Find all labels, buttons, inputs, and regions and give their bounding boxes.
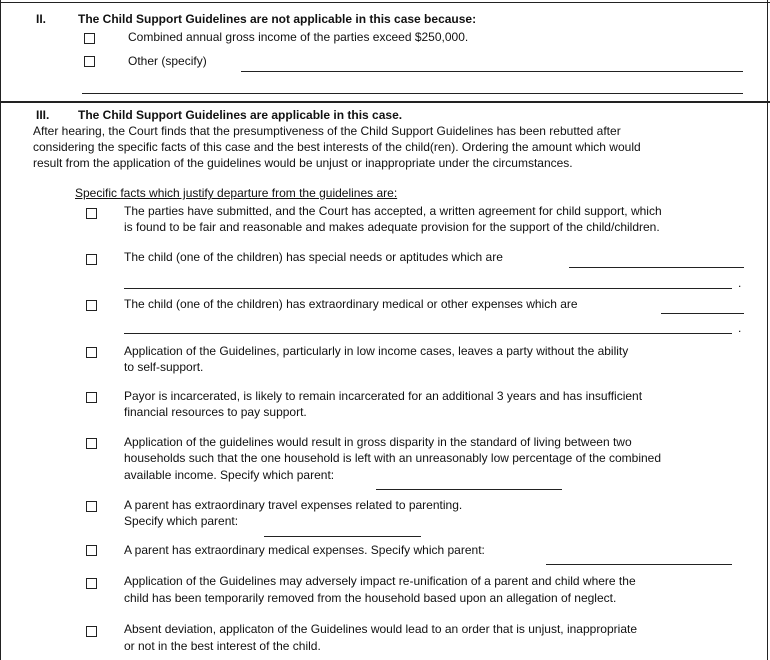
- item5-line1: Payor is incarcerated, is likely to remain incarcerated for an additional 3 years and has insufficient: [124, 389, 643, 403]
- incarcerated-checkbox[interactable]: [86, 392, 97, 403]
- section-divider: [0, 101, 770, 103]
- extraordinary-expenses-field-line2[interactable]: [124, 333, 732, 334]
- item1-line1: The parties have submitted, and the Court has accepted, a written agreement for child support, which: [124, 204, 662, 218]
- item8-line1: A parent has extraordinary medical expenses. Specify which parent:: [124, 543, 485, 557]
- section3-heading: The Child Support Guidelines are applicable in this case.: [78, 108, 403, 122]
- medical-expenses-parent-field[interactable]: [546, 564, 732, 565]
- intro-line-3: result from the application of the guidelines would be unjust or inappropriate under the circumstances.: [33, 156, 573, 170]
- intro-line-2: considering the specific facts of this case and the best interests of the child(ren). Ordering the amount which would: [33, 140, 641, 154]
- item1-line2: is found to be fair and reasonable and makes adequate provision for the support of the child/children.: [124, 220, 660, 234]
- other-specify-field-line2[interactable]: [82, 93, 743, 94]
- other-specify-label: Other (specify): [128, 54, 207, 68]
- special-needs-checkbox[interactable]: [86, 254, 97, 265]
- section2-heading: The Child Support Guidelines are not applicable in this case because:: [78, 12, 477, 26]
- section2-number: II.: [36, 12, 47, 26]
- right-border: [767, 0, 768, 660]
- unjust-order-checkbox[interactable]: [86, 626, 97, 637]
- other-specify-checkbox[interactable]: [84, 56, 95, 67]
- item6-line3: available income. Specify which parent:: [124, 468, 335, 482]
- special-needs-period: .: [738, 276, 742, 290]
- left-border: [0, 0, 1, 660]
- low-income-checkbox[interactable]: [86, 347, 97, 358]
- travel-expenses-parent-field[interactable]: [264, 536, 421, 537]
- income-exceeds-checkbox[interactable]: [84, 33, 95, 44]
- top-border: [0, 2, 770, 3]
- item6-line1: Application of the guidelines would result in gross disparity in the standard of living between two: [124, 435, 632, 449]
- travel-expenses-checkbox[interactable]: [86, 501, 97, 512]
- item5-line2: financial resources to pay support.: [124, 405, 307, 419]
- item9-line1: Application of the Guidelines may adversely impact re-unification of a parent and child where the: [124, 574, 636, 588]
- section3-number: III.: [36, 108, 50, 122]
- facts-heading: Specific facts which justify departure from the guidelines are:: [75, 186, 398, 200]
- intro-line-1: After hearing, the Court finds that the presumptiveness of the Child Support Guidelines has been rebutted after: [33, 124, 621, 138]
- extraordinary-expenses-checkbox[interactable]: [86, 300, 97, 311]
- gross-disparity-parent-field[interactable]: [376, 489, 562, 490]
- item10-line1: Absent deviation, applicaton of the Guidelines would lead to an order that is unjust, inappropriate: [124, 622, 637, 636]
- item7-line1: A parent has extraordinary travel expenses related to parenting.: [124, 498, 463, 512]
- special-needs-field-line2[interactable]: [124, 288, 732, 289]
- written-agreement-checkbox[interactable]: [86, 208, 97, 219]
- item6-line2: households such that the one household is left with an unreasonably low percentage of the combined: [124, 451, 662, 465]
- special-needs-field[interactable]: [569, 267, 744, 268]
- item3-line1: The child (one of the children) has extraordinary medical or other expenses which are: [124, 297, 578, 311]
- reunification-checkbox[interactable]: [86, 578, 97, 589]
- income-exceeds-label: Combined annual gross income of the parties exceed $250,000.: [128, 30, 469, 44]
- item9-line2: child has been temporarily removed from the household based upon an allegation of neglect.: [124, 591, 617, 605]
- item10-line2: or not in the best interest of the child.: [124, 639, 321, 653]
- item4-line2: to self-support.: [124, 360, 204, 374]
- extraordinary-expenses-field[interactable]: [661, 313, 744, 314]
- item2-line1: The child (one of the children) has special needs or aptitudes which are: [124, 250, 503, 264]
- extraordinary-expenses-period: .: [738, 321, 742, 335]
- item4-line1: Application of the Guidelines, particularly in low income cases, leaves a party without the ability: [124, 344, 629, 358]
- other-specify-field[interactable]: [241, 71, 743, 72]
- gross-disparity-checkbox[interactable]: [86, 438, 97, 449]
- item7-line2: Specify which parent:: [124, 514, 239, 528]
- medical-expenses-checkbox[interactable]: [86, 545, 97, 556]
